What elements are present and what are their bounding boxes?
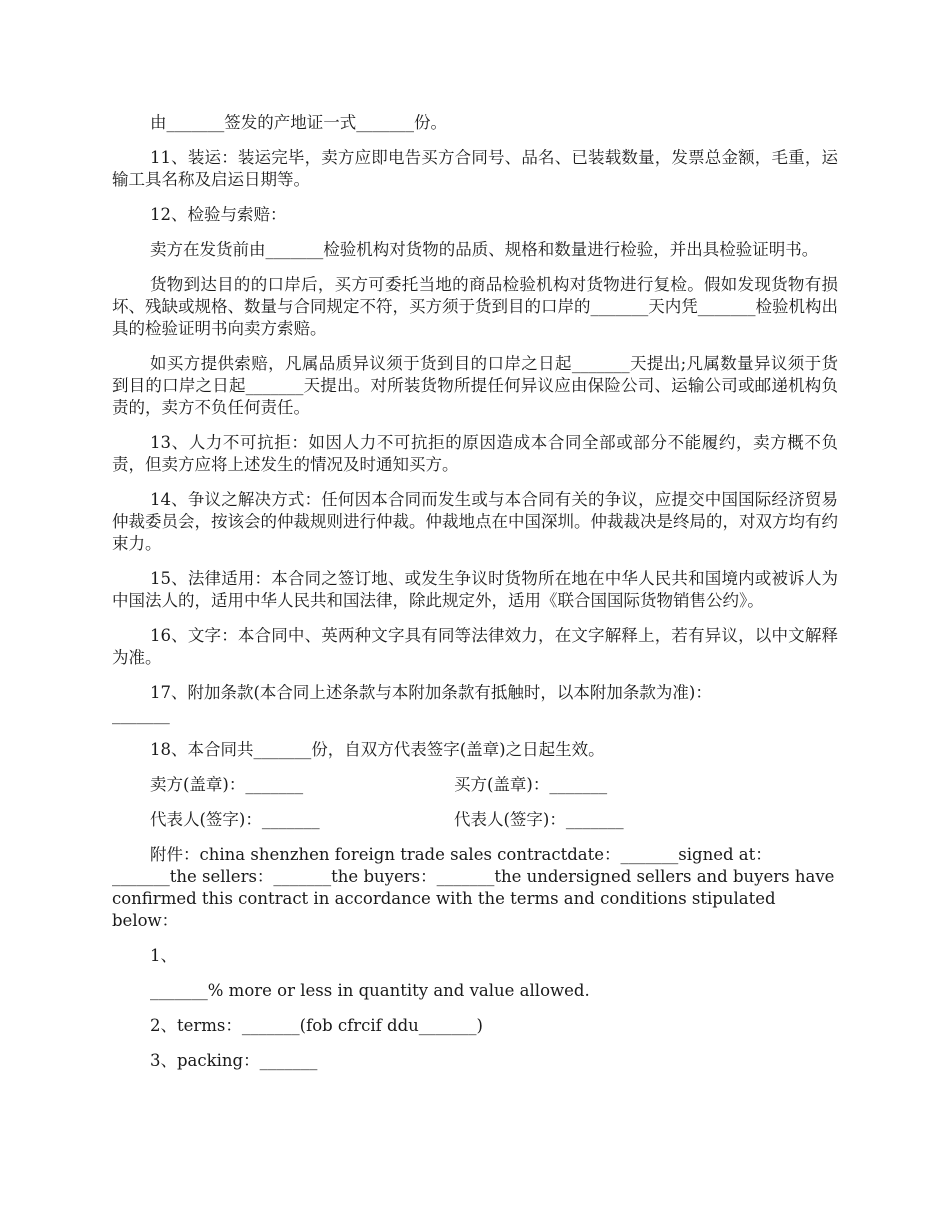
applicable-law-clause: 15、法律适用：本合同之签订地、或发生争议时货物所在地在中华人民共和国境内或被诉人为中国法人的，适用中华人民共和国法律，除此规定外，适用《联合国国际货物销售公约》。 — [112, 569, 838, 610]
shipment-clause: 11、装运：装运完毕，卖方应即电告买方合同号、品名、已装载数量，发票总金额，毛重，运输工具名称及启运日期等。 — [112, 148, 838, 189]
english-attachment-intro: 附件：china shenzhen foreign trade sales contractdate：_______signed at：_______the sellers：_______the buyers：_______the undersigned sellers and buyers have confirmed this contract in accordance with the terms and conditions stipulated below： — [112, 845, 835, 930]
seal-row — [112, 774, 838, 796]
additional-terms-blank: _______ — [112, 705, 170, 724]
dispute-resolution-clause: 14、争议之解决方式：任何因本合同而发生或与本合同有关的争议，应提交中国国际经济贸易仲裁委员会，按该会的仲裁规则进行仲裁。仲裁地点在中国深圳。仲裁裁决是终局的，对双方均有约束力。 — [112, 490, 838, 553]
english-packing: 3、packing：_______ — [150, 1051, 318, 1070]
effectiveness-clause: 18、本合同共_______份，自双方代表签字(盖章)之日起生效。 — [150, 740, 605, 759]
inspection-claims-heading: 12、检验与索赔： — [150, 205, 287, 224]
additional-terms-clause — [112, 682, 838, 726]
force-majeure-clause: 13、人力不可抗拒：如因人力不可抗拒的原因造成本合同全部或部分不能履约，卖方概不负责，但卖方应将上述发生的情况及时通知买方。 — [112, 433, 838, 474]
contract-page — [112, 112, 838, 1085]
english-terms: 2、terms：_______(fob cfrcif ddu_______) — [150, 1016, 483, 1035]
seller-seal: 卖方(盖章)：_______ — [150, 775, 304, 794]
seller-representative: 代表人(签字)：_______ — [150, 810, 320, 829]
representative-row — [112, 809, 838, 831]
origin-certificate-clause: 由_______签发的产地证一式_______份。 — [150, 113, 447, 132]
additional-terms-text: 17、附加条款(本合同上述条款与本附加条款有抵触时，以本附加条款为准)： — [150, 683, 712, 702]
reinspection-clause: 货物到达目的的口岸后，买方可委托当地的商品检验机构对货物进行复检。假如发现货物有损坏、残缺或规格、数量与合同规定不符，买方须于货到目的口岸的_______天内凭_______检验机构出具的检验证明书向卖方索赔。 — [112, 275, 838, 338]
inspection-before-shipment: 卖方在发货前由_______检验机构对货物的品质、规格和数量进行检验，并出具检验证明书。 — [150, 240, 819, 259]
english-quantity-tolerance: _______% more or less in quantity and value allowed. — [150, 981, 590, 1000]
buyer-representative: 代表人(签字)：_______ — [454, 810, 624, 829]
english-item-1: 1、 — [150, 946, 177, 965]
claims-deadline-clause: 如买方提供索赔，凡属品质异议须于货到目的口岸之日起_______天提出;凡属数量异议须于货到目的口岸之日起_______天提出。对所装货物所提任何异议应由保险公司、运输公司或邮递机构负责的，卖方不负任何责任。 — [112, 354, 838, 417]
language-clause: 16、文字：本合同中、英两种文字具有同等法律效力，在文字解释上，若有异议，以中文解释为准。 — [112, 626, 838, 667]
buyer-seal: 买方(盖章)：_______ — [454, 775, 608, 794]
